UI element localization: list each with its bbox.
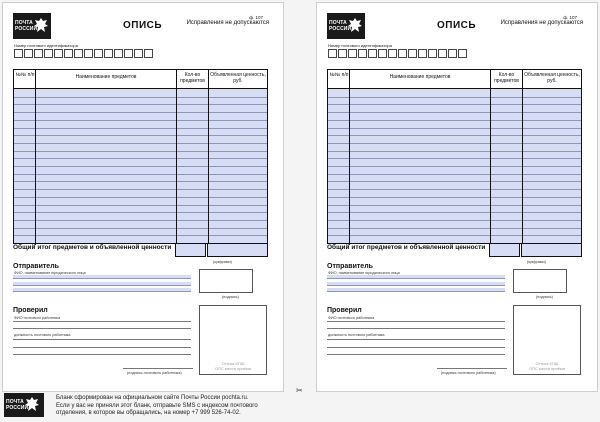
form-title: ОПИСЬ [437, 20, 477, 31]
tracking-id-cell[interactable] [104, 49, 113, 58]
table-row-divider [14, 135, 267, 136]
table-row-divider [14, 235, 267, 236]
table-row-divider [328, 151, 581, 152]
table-row-divider [14, 181, 267, 182]
table-row-divider [14, 143, 267, 144]
stamp-caption-line1: Оттиск КПШ [221, 361, 245, 366]
cut-mark-icon: ✂ [296, 386, 303, 395]
sender-title: Отправитель [13, 263, 59, 270]
tracking-id-label: Номер почтового идентификатора [14, 43, 78, 48]
items-table-body[interactable] [14, 89, 267, 243]
items-table [13, 69, 268, 244]
tracking-id-cell[interactable] [34, 49, 43, 58]
tracking-id-cell[interactable] [338, 49, 347, 58]
table-row-divider [328, 235, 581, 236]
table-row-divider [14, 128, 267, 129]
tracking-id-cell[interactable] [124, 49, 133, 58]
table-row-divider [328, 97, 581, 98]
table-row-divider [328, 189, 581, 190]
no-corrections-note: Исправления не допускаются [500, 20, 583, 26]
sender-signature-caption: (подпись) [536, 295, 553, 299]
footer-eagle-icon [24, 395, 40, 415]
table-row-divider [14, 212, 267, 213]
postal-worker-signature-line[interactable] [437, 368, 507, 369]
table-row-divider [328, 174, 581, 175]
inventory-form-page-2 [316, 2, 598, 392]
tracking-id-boxes[interactable] [14, 49, 153, 58]
table-row-divider [328, 135, 581, 136]
tracking-id-cell[interactable] [64, 49, 73, 58]
footer-note [56, 395, 306, 418]
sender-signature-caption: (подпись) [222, 295, 239, 299]
tracking-id-cell[interactable] [418, 49, 427, 58]
postal-worker-signature-caption: (подпись почтового работника) [127, 371, 182, 375]
tracking-id-cell[interactable] [348, 49, 357, 58]
postal-worker-name-label: ФИО почтового работника [14, 316, 61, 320]
total-value-field[interactable] [207, 243, 268, 257]
tracking-id-cell[interactable] [388, 49, 397, 58]
checked-title: Проверил [13, 307, 48, 314]
tracking-id-cell[interactable] [114, 49, 123, 58]
eagle-icon [347, 16, 363, 36]
total-label: Общий итог предметов и объявленной ценности [13, 244, 172, 251]
table-row-divider [14, 189, 267, 190]
table-row-divider [328, 143, 581, 144]
col-header-value: Объявленная ценность, руб. [210, 72, 266, 84]
table-row-divider [14, 104, 267, 105]
footer-line3: отделения, в которое вы обращались, на номер +7 999 526-74-02. [56, 410, 241, 417]
table-row-divider [328, 220, 581, 221]
tracking-id-cell[interactable] [398, 49, 407, 58]
digits-caption: (цифрами) [527, 260, 546, 264]
total-qty-field[interactable] [175, 243, 206, 257]
col-header-name: Наименование предметов [75, 74, 137, 80]
no-corrections-note: Исправления не допускаются [186, 20, 269, 26]
table-row-divider [14, 112, 267, 113]
sender-name-line1[interactable] [13, 275, 191, 279]
sender-signature-box[interactable] [513, 269, 567, 293]
col-header-value: Объявленная ценность, руб. [524, 72, 580, 84]
tracking-id-label: Номер почтового идентификатора [328, 43, 392, 48]
postal-worker-name-line1[interactable] [327, 321, 505, 322]
total-qty-field[interactable] [489, 243, 520, 257]
digits-caption: (цифрами) [213, 260, 232, 264]
footer-line1: Бланк сформирован на официальном сайте Почты России pochta.ru. [56, 395, 249, 401]
postal-worker-position-line1[interactable] [13, 339, 191, 340]
tracking-id-cell[interactable] [328, 49, 337, 58]
tracking-id-cell[interactable] [438, 49, 447, 58]
table-row-divider [14, 228, 267, 229]
col-header-qty: Кол-во предметов [494, 72, 519, 84]
table-row-divider [328, 181, 581, 182]
stamp-caption-line2: ОПС места приёма [215, 366, 251, 371]
tracking-id-cell[interactable] [428, 49, 437, 58]
inventory-form-page-1 [2, 2, 284, 392]
tracking-id-cell[interactable] [358, 49, 367, 58]
sender-signature-box[interactable] [199, 269, 253, 293]
table-row-divider [14, 97, 267, 98]
logo-line2: РОССИИ [15, 26, 38, 32]
postal-worker-signature-caption: (подпись почтового работника) [441, 371, 496, 375]
tracking-id-cell[interactable] [144, 49, 153, 58]
sender-field-label: ФИО, наименование юридического лица [14, 271, 86, 275]
logo-line1: ПОЧТА [15, 20, 33, 26]
stamp-caption-line1: Оттиск КПШ [535, 361, 559, 366]
pochta-logo [13, 13, 51, 39]
sender-name-line2[interactable] [327, 282, 505, 286]
col-header-qty: Кол-во предметов [180, 72, 205, 84]
eagle-icon [33, 16, 49, 36]
form-number: ф. 107 [563, 15, 577, 20]
tracking-id-cell[interactable] [44, 49, 53, 58]
postal-worker-name-line1[interactable] [13, 321, 191, 322]
pochta-logo [327, 13, 365, 39]
table-row-divider [328, 104, 581, 105]
postal-worker-position-label: должность почтового работника [328, 333, 385, 337]
tracking-id-cell[interactable] [74, 49, 83, 58]
footer-logo-line2: РОССИИ [6, 405, 29, 411]
total-value-field[interactable] [521, 243, 582, 257]
postal-worker-signature-line[interactable] [123, 368, 193, 369]
logo-line1: ПОЧТА [329, 20, 347, 26]
table-row-divider [328, 112, 581, 113]
footer-pochta-logo [4, 393, 44, 417]
table-row-divider [14, 174, 267, 175]
table-row-divider [328, 197, 581, 198]
tracking-id-cell[interactable] [14, 49, 23, 58]
table-row-divider [328, 166, 581, 167]
tracking-id-cell[interactable] [408, 49, 417, 58]
table-row-divider [328, 128, 581, 129]
postal-worker-position-line3[interactable] [327, 354, 505, 355]
table-row-divider [328, 120, 581, 121]
sender-field-label: ФИО, наименование юридического лица [328, 271, 400, 275]
postal-worker-position-line3[interactable] [13, 354, 191, 355]
col-header-num: №№ п/п [15, 72, 35, 78]
table-row-divider [14, 205, 267, 206]
postal-worker-position-line1[interactable] [327, 339, 505, 340]
sender-name-line1[interactable] [327, 275, 505, 279]
tracking-id-cell[interactable] [24, 49, 33, 58]
items-table [327, 69, 582, 244]
tracking-id-cell[interactable] [378, 49, 387, 58]
tracking-id-cell[interactable] [134, 49, 143, 58]
table-row-divider [14, 120, 267, 121]
footer-logo-line1: ПОЧТА [6, 399, 24, 405]
table-row-divider [14, 197, 267, 198]
table-row-divider [14, 166, 267, 167]
table-row-divider [14, 220, 267, 221]
table-row-divider [14, 151, 267, 152]
postal-worker-position-line2[interactable] [327, 347, 505, 348]
tracking-id-cell[interactable] [94, 49, 103, 58]
items-table-body[interactable] [328, 89, 581, 243]
table-row-divider [328, 205, 581, 206]
total-label: Общий итог предметов и объявленной ценности [327, 244, 486, 251]
col-header-name: Наименование предметов [389, 74, 451, 80]
postal-worker-name-line2[interactable] [13, 328, 191, 329]
tracking-id-cell[interactable] [448, 49, 457, 58]
form-number: ф. 107 [249, 15, 263, 20]
checked-title: Проверил [327, 307, 362, 314]
tracking-id-boxes[interactable] [328, 49, 467, 58]
tracking-id-cell[interactable] [368, 49, 377, 58]
form-title: ОПИСЬ [123, 20, 163, 31]
postal-worker-position-line2[interactable] [13, 347, 191, 348]
table-row-divider [328, 212, 581, 213]
postal-worker-name-line2[interactable] [327, 328, 505, 329]
postal-worker-name-label: ФИО почтового работника [328, 316, 375, 320]
sender-name-line3[interactable] [327, 288, 505, 292]
sender-name-line2[interactable] [13, 282, 191, 286]
stamp-caption-line2: ОПС места приёма [529, 366, 565, 371]
col-header-num: №№ п/п [329, 72, 349, 78]
sender-name-line3[interactable] [13, 288, 191, 292]
tracking-id-cell[interactable] [458, 49, 467, 58]
table-row-divider [328, 158, 581, 159]
table-row-divider [14, 158, 267, 159]
sender-title: Отправитель [327, 263, 373, 270]
footer-line2: Если у вас не приняли этот бланк, отправьте SMS с индексом почтового [56, 402, 258, 409]
tracking-id-cell[interactable] [54, 49, 63, 58]
postal-worker-position-label: должность почтового работника [14, 333, 71, 337]
table-row-divider [328, 228, 581, 229]
logo-line2: РОССИИ [329, 26, 352, 32]
tracking-id-cell[interactable] [84, 49, 93, 58]
